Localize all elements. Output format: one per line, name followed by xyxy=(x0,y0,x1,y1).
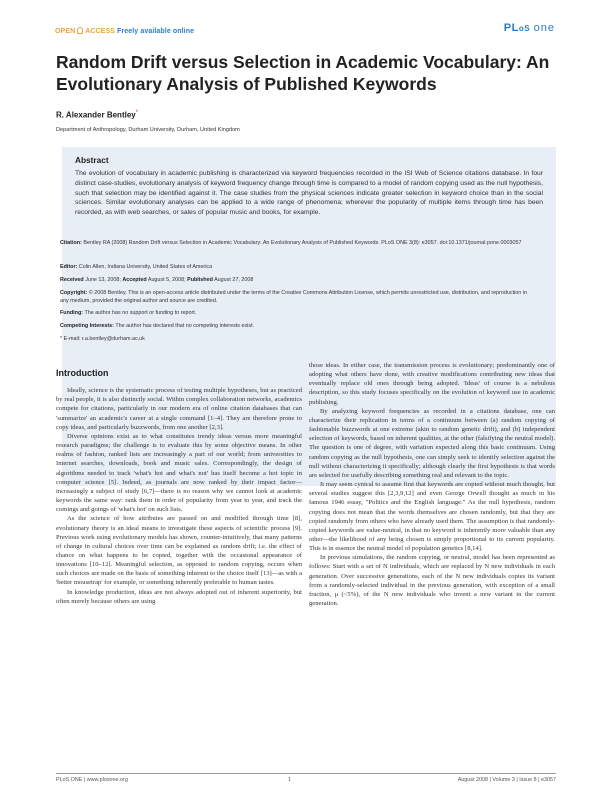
accepted-date: August 5, 2008; xyxy=(147,277,186,283)
body-paragraph: By analyzing keyword frequencies as recorded in a citations database, one can characterize their replication in terms of a continuum between (a) random copying of fashionable buzzwords at one extreme (akin to random genetic drift), and (b) independent selection of keywords, based on inherent qualities, at the other (falsifying the neutral model). The question is one of degree, with variation expected along this basic continuum. Using random copying as the null hypothesis, one can simply seek to identify selection against the null without characterizing it specifically; although clearly the first hypothesis is that words are selected for usefully describing something real and relevant to the topic. xyxy=(309,407,555,479)
abstract-text: The evolution of vocabulary in academic publishing is characterized via keyword frequencies recorded in the ISI Web of Science citations database. In four distinct case-studies, evolutionary analysis of keyword frequency change through time is compared to a model of random copying used as the null hypothesis, such that selection may be identified against it. The case studies from the physical sciences indicate greater selection in keyword choice than in the social sciences. Similar evolutionary analyses can be applied to a wide range of phenomena; wherever the popularity of multiple items through time has been recorded, as with web searches, or sales of popular music and books, for example. xyxy=(75,170,543,217)
freely-available-label: Freely available online xyxy=(117,28,195,35)
author-name[interactable]: R. Alexander Bentley xyxy=(56,110,136,120)
journal-logo[interactable] xyxy=(504,22,555,34)
author-line xyxy=(56,110,138,120)
competing-text: The author has declared that no competing interests exist. xyxy=(115,323,255,329)
email-text[interactable]: * E-mail: r.a.bentley@durham.ac.uk xyxy=(60,336,145,342)
intro-paragraph: Diverse opinions exist as to what constitutes trendy ideas versus more meaningful research paradigms; the challenge is to evaluate this by some objective means. In other realms of fashion, ranked lists are increasingly a part of our world; from universities to Internet searches, downloads, book and music sales. Correspondingly, the design of algorithms needed to track 'what's hot and what's not' has itself become a hot topic in computer science [5]. Indeed, as journals are now ranked by their impact factor—increasingly a subject of study [6,7]—there is no reason why we cannot look at academic keywords the same way: rank them in order of popularity from year to year, and track the comings and goings of 'what's hot' on such lists. xyxy=(56,432,302,514)
article-title: Random Drift versus Selection in Academic Vocabulary: An Evolutionary Analysis of Published Keywords xyxy=(56,52,550,94)
copyright-block xyxy=(60,290,530,306)
footer-divider xyxy=(56,773,556,774)
intro-paragraph: In knowledge production, ideas are not always adopted out of inherent superiority, but often merely because others are using xyxy=(56,588,302,605)
body-paragraph: In previous simulations, the random copying, or neutral, model has been represented as follows: Start with a set of N individuals, which are replaced by N new individuals in each generation. Over successive generations, each of the N new individuals copies its variant from a randomly-selected individual in the previous generation, with exception of a small fraction, μ (<5%), of the N new individuals who invent a new variant in the current generation. xyxy=(309,554,555,608)
journal-logo-os: oS xyxy=(518,24,531,33)
editor-label: Editor: xyxy=(60,264,78,270)
dates-block xyxy=(60,277,530,285)
footer-journal[interactable]: PLoS ONE | www.plosone.org xyxy=(56,777,128,783)
editor-text: Colin Allen, Indiana University, United States of America xyxy=(78,264,213,270)
body-paragraph: It may seem cynical to assume first that keywords are copied without much thought, but several studies suggest this [2,3,9,12] and even George Orwell thought as much in his famous 1946 essay, "Politics and the English language." As the null hypothesis, random copying does not mean that the words themselves are chosen randomly, but that they are copied randomly from others who have already used them. The assumption is that randomly-copied keywords are value-neutral, in that no keyword is inherently more valuable than any other—the likelihood of any being chosen is simply proportional to its current popularity. This is in essence the neutral model of population genetics [8,14]. xyxy=(309,481,555,553)
open-label: OPEN xyxy=(55,28,76,35)
received-date: June 13, 2008; xyxy=(85,277,121,283)
body-paragraph: those ideas. In either case, the transmission process is evolutionary; predominantly one of adopting what others have done, with creative modifications contributing new ideas that eventually replace old ones through being adopted. 'Ideas' of course is a nebulous description, so this study focuses specifically on the evolution of keyword use in academic publishing. xyxy=(309,362,555,406)
right-column xyxy=(309,361,555,608)
competing-interests-block xyxy=(60,323,530,331)
intro-paragraph: Ideally, science is the systematic process of testing multiple hypotheses, but as practiced by real people, it is also distinctly social. Within complex collaboration networks, academics compete for citations, particularly in our modern era of online citation databases that can 'summarize' an academic's career at a single command [1–4]. They are therefore prone to copy ideas, and particularly buzzwords, from one another [2,3]. xyxy=(56,387,302,431)
editor-block xyxy=(60,264,530,272)
author-corresponding-mark: * xyxy=(135,110,139,116)
left-column xyxy=(56,369,302,606)
email-block[interactable] xyxy=(60,336,530,344)
published-label: Published xyxy=(187,277,213,283)
journal-logo-pl: PL xyxy=(503,22,519,34)
footer-page-number: 1 xyxy=(288,777,291,783)
journal-logo-one: one xyxy=(533,22,555,34)
citation-text: Bentley RA (2008) Random Drift versus Selection in Academic Vocabulary: An Evolutionary Analysis of Published Keywords. PLoS ONE 3(8): e3057. doi:10.1371/journal.pone.0003057 xyxy=(83,240,522,246)
intro-paragraph: As the science of how attributes are passed on and modified through time [8], evolutionary theory is an ideal means to investigate these aspects of scientific process [9]. Previous work using evolutionary models has shown, counter-intuitively, that many patterns of change in cultural choices over time can be explained as random drift; i.e. the effect of chance on what happens to be copied, together with the occasional appearance of innovations [10–12]. Meaningful selection, as opposed to random copying, occurs when such choices are made on the basis of something inherent to the choice itself [13]—as with a 'better mousetrap' for example, or something inherently preferable to human tastes. xyxy=(56,515,302,587)
published-date: August 27, 2008 xyxy=(214,277,254,283)
citation-block xyxy=(60,240,530,248)
copyright-label: Copyright: xyxy=(60,290,88,296)
introduction-heading: Introduction xyxy=(56,368,109,378)
funding-text: The author has no support or funding to report. xyxy=(84,310,197,316)
competing-label: Competing Interests: xyxy=(60,323,114,329)
citation-label: Citation: xyxy=(60,240,82,246)
open-access-banner xyxy=(55,27,194,35)
copyright-text: © 2008 Bentley. This is an open-access article distributed under the terms of the Creative Commons Attribution License, which permits unrestricted use, distribution, and reproduction in any medium, provided the original author and source are credited. xyxy=(60,290,527,304)
received-label: Received xyxy=(60,277,84,283)
access-label: ACCESS xyxy=(85,28,116,35)
funding-label: Funding: xyxy=(60,310,84,316)
open-lock-icon xyxy=(77,27,83,34)
footer-issue: August 2008 | Volume 3 | Issue 8 | e3057 xyxy=(457,777,556,783)
funding-block xyxy=(60,310,530,318)
abstract-heading: Abstract xyxy=(75,155,109,165)
author-affiliation: Department of Anthropology, Durham University, Durham, United Kingdom xyxy=(56,127,240,133)
accepted-label: Accepted xyxy=(122,277,147,283)
